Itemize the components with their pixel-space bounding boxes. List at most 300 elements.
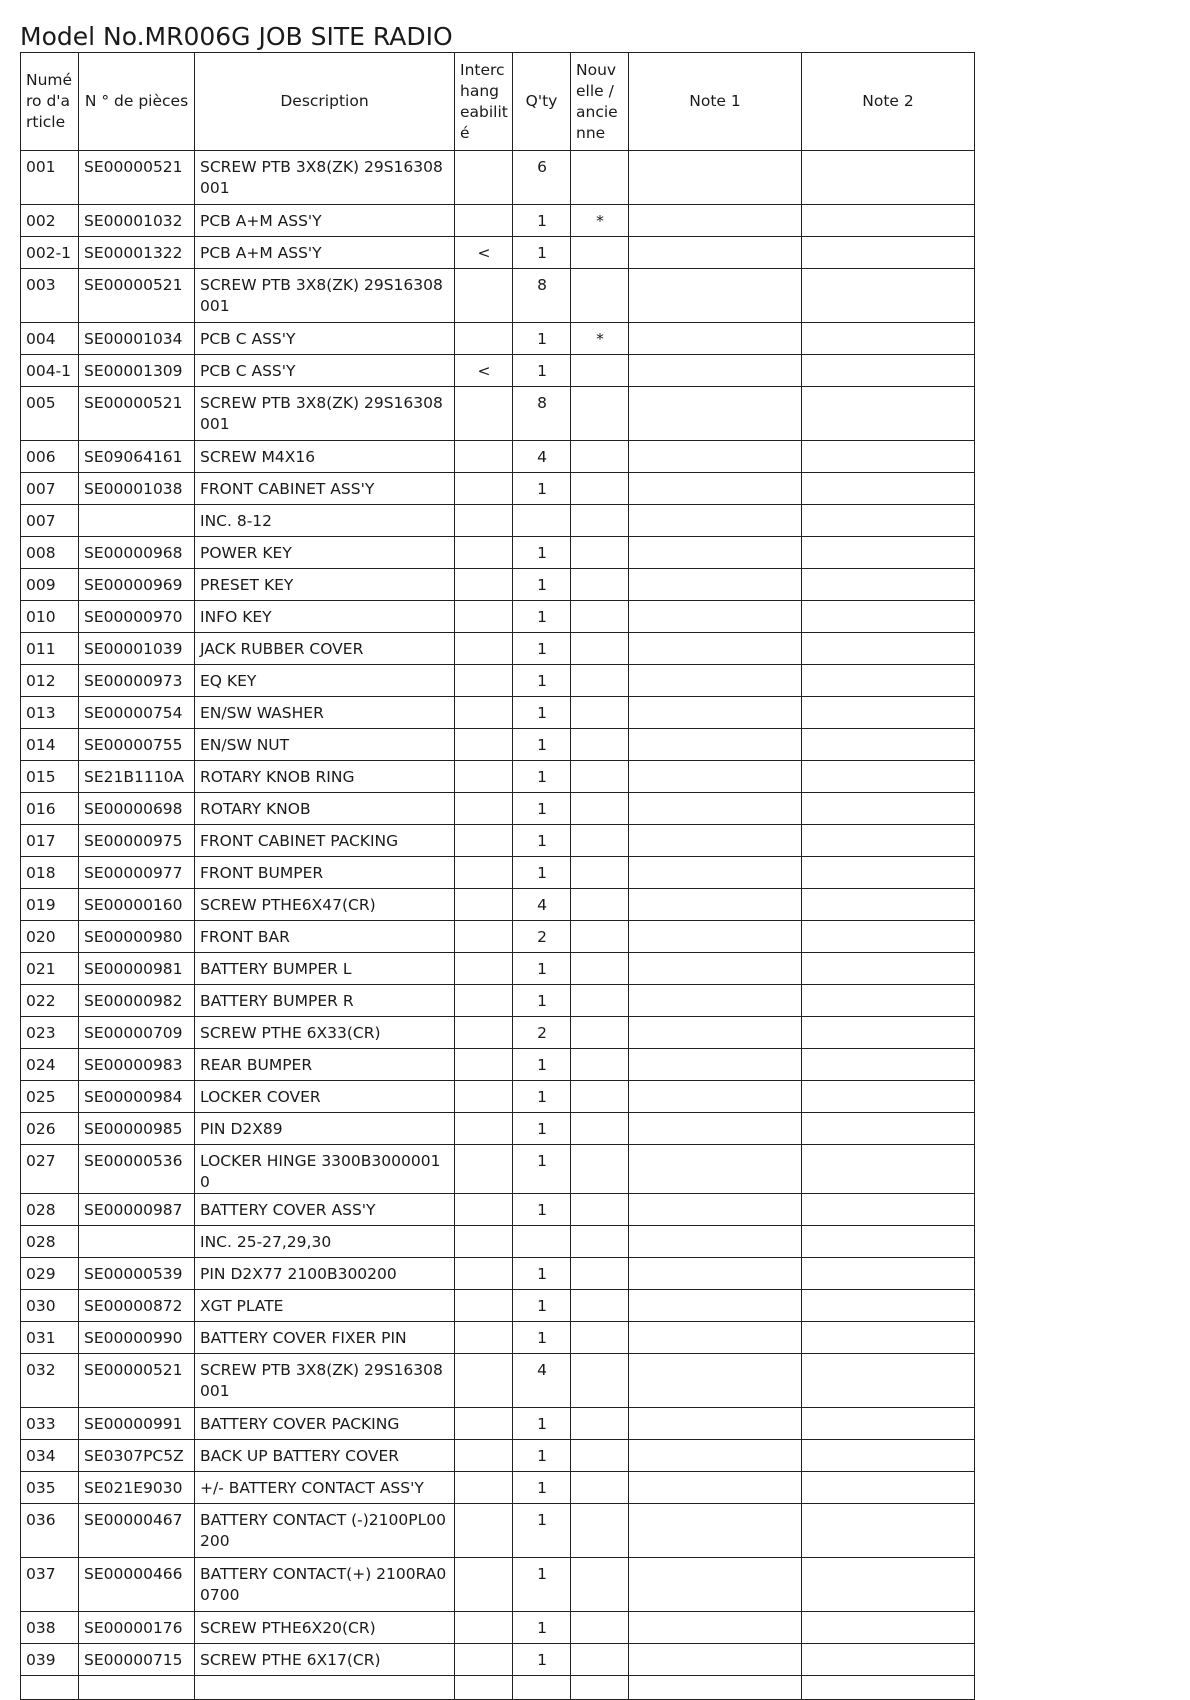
description-cell: BATTERY BUMPER R — [195, 985, 455, 1017]
note-1-cell — [629, 1472, 802, 1504]
qty-cell: 1 — [513, 1504, 571, 1558]
part-number-cell: SE00001034 — [79, 323, 195, 355]
part-number-cell: SE00000981 — [79, 953, 195, 985]
table-row — [21, 1558, 975, 1612]
description-cell: LOCKER HINGE 3300B30000010 — [195, 1145, 455, 1194]
qty-cell: 8 — [513, 269, 571, 323]
part-number-cell: SE00001039 — [79, 633, 195, 665]
qty-cell: 1 — [513, 1258, 571, 1290]
description-cell: EQ KEY — [195, 665, 455, 697]
new-old-cell — [571, 505, 629, 537]
interchangeability-cell — [455, 537, 513, 569]
part-number-cell: SE00000755 — [79, 729, 195, 761]
table-row — [21, 1472, 975, 1504]
note-2-cell — [802, 889, 975, 921]
item-number-cell: 002 — [21, 205, 79, 237]
new-old-cell — [571, 1049, 629, 1081]
qty-cell: 4 — [513, 441, 571, 473]
table-row — [21, 1081, 975, 1113]
table-row — [21, 1226, 975, 1258]
note-1-cell — [629, 1558, 802, 1612]
qty-cell: 1 — [513, 1113, 571, 1145]
part-number-cell: SE00000968 — [79, 537, 195, 569]
part-number-cell: SE00000969 — [79, 569, 195, 601]
part-number-cell: SE0307PC5Z — [79, 1440, 195, 1472]
item-number-cell: 037 — [21, 1558, 79, 1612]
item-number-cell: 035 — [21, 1472, 79, 1504]
qty-cell: 1 — [513, 825, 571, 857]
description-cell: BATTERY CONTACT (-)2100PL00200 — [195, 1504, 455, 1558]
description-cell: SCREW PTHE 6X17(CR) — [195, 1644, 455, 1676]
part-number-cell: SE00000715 — [79, 1644, 195, 1676]
description-cell: BACK UP BATTERY COVER — [195, 1440, 455, 1472]
note-1-cell — [629, 237, 802, 269]
interchangeability-cell — [455, 985, 513, 1017]
note-2-cell — [802, 1017, 975, 1049]
qty-cell: 1 — [513, 1322, 571, 1354]
qty-cell: 1 — [513, 1472, 571, 1504]
item-number-cell: 036 — [21, 1504, 79, 1558]
item-number-cell: 025 — [21, 1081, 79, 1113]
note-1-cell — [629, 441, 802, 473]
new-old-cell — [571, 793, 629, 825]
description-cell: SCREW PTB 3X8(ZK) 29S16308001 — [195, 269, 455, 323]
new-old-cell — [571, 985, 629, 1017]
interchangeability-cell — [455, 323, 513, 355]
table-row — [21, 793, 975, 825]
qty-cell: 2 — [513, 921, 571, 953]
note-1-cell — [629, 323, 802, 355]
item-number-cell: 026 — [21, 1113, 79, 1145]
interchangeability-cell — [455, 825, 513, 857]
item-number-cell: 019 — [21, 889, 79, 921]
qty-cell: 1 — [513, 1194, 571, 1226]
note-1-cell — [629, 1504, 802, 1558]
table-row — [21, 1644, 975, 1676]
description-cell: SCREW PTHE 6X33(CR) — [195, 1017, 455, 1049]
note-2-cell — [802, 1049, 975, 1081]
qty-cell: 1 — [513, 1290, 571, 1322]
interchangeability-cell — [455, 953, 513, 985]
part-number-cell: SE00000983 — [79, 1049, 195, 1081]
note-2-cell — [802, 1322, 975, 1354]
empty-cell — [802, 1676, 975, 1700]
table-row — [21, 1017, 975, 1049]
table-row — [21, 1258, 975, 1290]
qty-cell: 1 — [513, 1145, 571, 1194]
note-2-cell — [802, 825, 975, 857]
qty-cell: 1 — [513, 953, 571, 985]
new-old-cell — [571, 269, 629, 323]
note-2-cell — [802, 205, 975, 237]
note-2-cell — [802, 1408, 975, 1440]
table-row — [21, 1612, 975, 1644]
interchangeability-cell — [455, 387, 513, 441]
note-1-cell — [629, 1017, 802, 1049]
note-2-cell — [802, 729, 975, 761]
interchangeability-cell — [455, 633, 513, 665]
interchangeability-cell — [455, 1113, 513, 1145]
qty-cell: 1 — [513, 665, 571, 697]
empty-cell — [513, 1676, 571, 1700]
part-number-cell: SE00001032 — [79, 205, 195, 237]
header-interchangeability: Interc hang eabilit é — [455, 53, 513, 151]
note-1-cell — [629, 729, 802, 761]
interchangeability-cell — [455, 205, 513, 237]
part-number-cell: SE00000160 — [79, 889, 195, 921]
item-number-cell: 017 — [21, 825, 79, 857]
part-number-cell: SE00000980 — [79, 921, 195, 953]
part-number-cell: SE00000985 — [79, 1113, 195, 1145]
description-cell: XGT PLATE — [195, 1290, 455, 1322]
qty-cell: 4 — [513, 889, 571, 921]
table-row — [21, 1504, 975, 1558]
note-2-cell — [802, 761, 975, 793]
part-number-cell: SE00000698 — [79, 793, 195, 825]
part-number-cell: SE00000521 — [79, 387, 195, 441]
table-row — [21, 537, 975, 569]
new-old-cell — [571, 857, 629, 889]
note-2-cell — [802, 1644, 975, 1676]
note-2-cell — [802, 985, 975, 1017]
qty-cell: 1 — [513, 473, 571, 505]
description-cell: LOCKER COVER — [195, 1081, 455, 1113]
table-row — [21, 505, 975, 537]
interchangeability-cell: < — [455, 237, 513, 269]
item-number-cell: 016 — [21, 793, 79, 825]
qty-cell: 8 — [513, 387, 571, 441]
item-number-cell: 034 — [21, 1440, 79, 1472]
table-row — [21, 269, 975, 323]
qty-cell: 1 — [513, 1049, 571, 1081]
qty-cell: 1 — [513, 729, 571, 761]
part-number-cell: SE00000872 — [79, 1290, 195, 1322]
header-part-no: N ° de pièces — [79, 53, 195, 151]
description-cell: BATTERY COVER FIXER PIN — [195, 1322, 455, 1354]
note-2-cell — [802, 1472, 975, 1504]
description-cell: SCREW PTB 3X8(ZK) 29S16308001 — [195, 387, 455, 441]
qty-cell: 1 — [513, 1644, 571, 1676]
item-number-cell: 004-1 — [21, 355, 79, 387]
table-row — [21, 921, 975, 953]
note-2-cell — [802, 1226, 975, 1258]
note-2-cell — [802, 1290, 975, 1322]
note-1-cell — [629, 1194, 802, 1226]
new-old-cell — [571, 601, 629, 633]
description-cell: PRESET KEY — [195, 569, 455, 601]
note-2-cell — [802, 151, 975, 205]
new-old-cell — [571, 1644, 629, 1676]
note-2-cell — [802, 697, 975, 729]
interchangeability-cell — [455, 269, 513, 323]
note-2-cell — [802, 441, 975, 473]
new-old-cell — [571, 761, 629, 793]
item-number-cell: 039 — [21, 1644, 79, 1676]
table-row — [21, 1194, 975, 1226]
note-2-cell — [802, 1194, 975, 1226]
description-cell: JACK RUBBER COVER — [195, 633, 455, 665]
part-number-cell: SE00000754 — [79, 697, 195, 729]
item-number-cell: 018 — [21, 857, 79, 889]
part-number-cell: SE00000970 — [79, 601, 195, 633]
description-cell: PCB C ASS'Y — [195, 355, 455, 387]
new-old-cell — [571, 1408, 629, 1440]
item-number-cell: 030 — [21, 1290, 79, 1322]
new-old-cell — [571, 355, 629, 387]
interchangeability-cell — [455, 1440, 513, 1472]
table-row — [21, 205, 975, 237]
description-cell: EN/SW NUT — [195, 729, 455, 761]
interchangeability-cell — [455, 1354, 513, 1408]
table-row — [21, 1145, 975, 1194]
qty-cell: 1 — [513, 697, 571, 729]
note-2-cell — [802, 473, 975, 505]
interchangeability-cell — [455, 569, 513, 601]
new-old-cell — [571, 1612, 629, 1644]
note-2-cell — [802, 793, 975, 825]
part-number-cell: SE00000984 — [79, 1081, 195, 1113]
item-number-cell: 002-1 — [21, 237, 79, 269]
item-number-cell: 033 — [21, 1408, 79, 1440]
new-old-cell — [571, 1290, 629, 1322]
item-number-cell: 010 — [21, 601, 79, 633]
empty-cell — [455, 1676, 513, 1700]
note-1-cell — [629, 889, 802, 921]
header-note-1: Note 1 — [629, 53, 802, 151]
table-row — [21, 1113, 975, 1145]
table-row — [21, 953, 975, 985]
part-number-cell: SE00000467 — [79, 1504, 195, 1558]
note-1-cell — [629, 601, 802, 633]
table-row — [21, 1408, 975, 1440]
item-number-cell: 009 — [21, 569, 79, 601]
item-number-cell: 038 — [21, 1612, 79, 1644]
new-old-cell — [571, 151, 629, 205]
item-number-cell: 028 — [21, 1194, 79, 1226]
table-row — [21, 355, 975, 387]
qty-cell: 1 — [513, 237, 571, 269]
new-old-cell — [571, 1081, 629, 1113]
note-2-cell — [802, 921, 975, 953]
description-cell: PCB A+M ASS'Y — [195, 205, 455, 237]
new-old-cell — [571, 1226, 629, 1258]
interchangeability-cell — [455, 1081, 513, 1113]
part-number-cell: SE00000987 — [79, 1194, 195, 1226]
note-2-cell — [802, 1258, 975, 1290]
item-number-cell: 001 — [21, 151, 79, 205]
qty-cell: 1 — [513, 985, 571, 1017]
new-old-cell — [571, 889, 629, 921]
new-old-cell — [571, 537, 629, 569]
note-2-cell — [802, 601, 975, 633]
part-number-cell: SE00000539 — [79, 1258, 195, 1290]
header-row — [21, 53, 975, 151]
note-1-cell — [629, 1290, 802, 1322]
table-row — [21, 985, 975, 1017]
note-1-cell — [629, 569, 802, 601]
description-cell: PIN D2X77 2100B300200 — [195, 1258, 455, 1290]
table-row — [21, 857, 975, 889]
description-cell: BATTERY COVER PACKING — [195, 1408, 455, 1440]
note-1-cell — [629, 633, 802, 665]
interchangeability-cell — [455, 601, 513, 633]
new-old-cell — [571, 1558, 629, 1612]
interchangeability-cell — [455, 1194, 513, 1226]
item-number-cell: 027 — [21, 1145, 79, 1194]
interchangeability-cell — [455, 1145, 513, 1194]
note-1-cell — [629, 697, 802, 729]
interchangeability-cell — [455, 921, 513, 953]
qty-cell: 1 — [513, 761, 571, 793]
item-number-cell: 029 — [21, 1258, 79, 1290]
part-number-cell: SE00001322 — [79, 237, 195, 269]
description-cell: ROTARY KNOB RING — [195, 761, 455, 793]
note-2-cell — [802, 237, 975, 269]
item-number-cell: 014 — [21, 729, 79, 761]
qty-cell: 1 — [513, 793, 571, 825]
note-1-cell — [629, 761, 802, 793]
note-1-cell — [629, 387, 802, 441]
new-old-cell — [571, 473, 629, 505]
description-cell: INFO KEY — [195, 601, 455, 633]
header-new-old: Nouv elle / ancie nne — [571, 53, 629, 151]
qty-cell: 1 — [513, 1558, 571, 1612]
new-old-cell — [571, 921, 629, 953]
description-cell: PCB C ASS'Y — [195, 323, 455, 355]
interchangeability-cell — [455, 1290, 513, 1322]
new-old-cell — [571, 237, 629, 269]
note-1-cell — [629, 921, 802, 953]
empty-cell — [629, 1676, 802, 1700]
item-number-cell: 031 — [21, 1322, 79, 1354]
note-2-cell — [802, 569, 975, 601]
item-number-cell: 011 — [21, 633, 79, 665]
part-number-cell: SE00000536 — [79, 1145, 195, 1194]
table-row — [21, 1354, 975, 1408]
table-row — [21, 633, 975, 665]
part-number-cell: SE021E9030 — [79, 1472, 195, 1504]
interchangeability-cell — [455, 889, 513, 921]
part-number-cell: SE21B1110A — [79, 761, 195, 793]
note-1-cell — [629, 269, 802, 323]
note-2-cell — [802, 1504, 975, 1558]
qty-cell: 1 — [513, 323, 571, 355]
item-number-cell: 022 — [21, 985, 79, 1017]
qty-cell: 1 — [513, 633, 571, 665]
description-cell: REAR BUMPER — [195, 1049, 455, 1081]
interchangeability-cell — [455, 1258, 513, 1290]
qty-cell: 1 — [513, 355, 571, 387]
qty-cell: 1 — [513, 1440, 571, 1472]
item-number-cell: 007 — [21, 473, 79, 505]
table-row — [21, 697, 975, 729]
description-cell: EN/SW WASHER — [195, 697, 455, 729]
empty-cell — [195, 1676, 455, 1700]
part-number-cell: SE00000521 — [79, 1354, 195, 1408]
part-number-cell: SE00000973 — [79, 665, 195, 697]
note-1-cell — [629, 1644, 802, 1676]
qty-cell: 6 — [513, 151, 571, 205]
item-number-cell: 023 — [21, 1017, 79, 1049]
new-old-cell — [571, 1194, 629, 1226]
part-number-cell: SE00000991 — [79, 1408, 195, 1440]
note-2-cell — [802, 1354, 975, 1408]
description-cell: BATTERY COVER ASS'Y — [195, 1194, 455, 1226]
empty-cell — [571, 1676, 629, 1700]
note-1-cell — [629, 793, 802, 825]
part-number-cell: SE00000990 — [79, 1322, 195, 1354]
interchangeability-cell: < — [455, 355, 513, 387]
item-number-cell: 012 — [21, 665, 79, 697]
part-number-cell: SE00001309 — [79, 355, 195, 387]
note-1-cell — [629, 1354, 802, 1408]
table-row — [21, 1290, 975, 1322]
qty-cell: 1 — [513, 537, 571, 569]
note-1-cell — [629, 1612, 802, 1644]
table-row — [21, 601, 975, 633]
item-number-cell: 003 — [21, 269, 79, 323]
table-row — [21, 665, 975, 697]
item-number-cell: 024 — [21, 1049, 79, 1081]
note-1-cell — [629, 665, 802, 697]
new-old-cell — [571, 1472, 629, 1504]
interchangeability-cell — [455, 761, 513, 793]
interchangeability-cell — [455, 1017, 513, 1049]
part-number-cell: SE00000975 — [79, 825, 195, 857]
table-row — [21, 1049, 975, 1081]
note-1-cell — [629, 1049, 802, 1081]
table-row — [21, 473, 975, 505]
note-1-cell — [629, 825, 802, 857]
note-2-cell — [802, 355, 975, 387]
interchangeability-cell — [455, 857, 513, 889]
new-old-cell — [571, 1258, 629, 1290]
table-row — [21, 569, 975, 601]
note-2-cell — [802, 857, 975, 889]
new-old-cell — [571, 729, 629, 761]
qty-cell: 2 — [513, 1017, 571, 1049]
note-1-cell — [629, 151, 802, 205]
note-2-cell — [802, 1113, 975, 1145]
header-qty: Q'ty — [513, 53, 571, 151]
part-number-cell — [79, 505, 195, 537]
description-cell: BATTERY BUMPER L — [195, 953, 455, 985]
interchangeability-cell — [455, 793, 513, 825]
note-1-cell — [629, 1322, 802, 1354]
note-2-cell — [802, 1081, 975, 1113]
item-number-cell: 028 — [21, 1226, 79, 1258]
part-number-cell — [79, 1226, 195, 1258]
part-number-cell: SE00000521 — [79, 151, 195, 205]
new-old-cell — [571, 953, 629, 985]
note-1-cell — [629, 1226, 802, 1258]
part-number-cell: SE00000521 — [79, 269, 195, 323]
interchangeability-cell — [455, 729, 513, 761]
description-cell: SCREW PTHE6X20(CR) — [195, 1612, 455, 1644]
qty-cell — [513, 505, 571, 537]
qty-cell: 1 — [513, 569, 571, 601]
table-row — [21, 889, 975, 921]
interchangeability-cell — [455, 1322, 513, 1354]
new-old-cell — [571, 1145, 629, 1194]
parts-table-body — [21, 151, 975, 1700]
item-number-cell: 004 — [21, 323, 79, 355]
qty-cell: 1 — [513, 857, 571, 889]
note-1-cell — [629, 1408, 802, 1440]
item-number-cell: 015 — [21, 761, 79, 793]
table-row — [21, 237, 975, 269]
note-1-cell — [629, 1258, 802, 1290]
